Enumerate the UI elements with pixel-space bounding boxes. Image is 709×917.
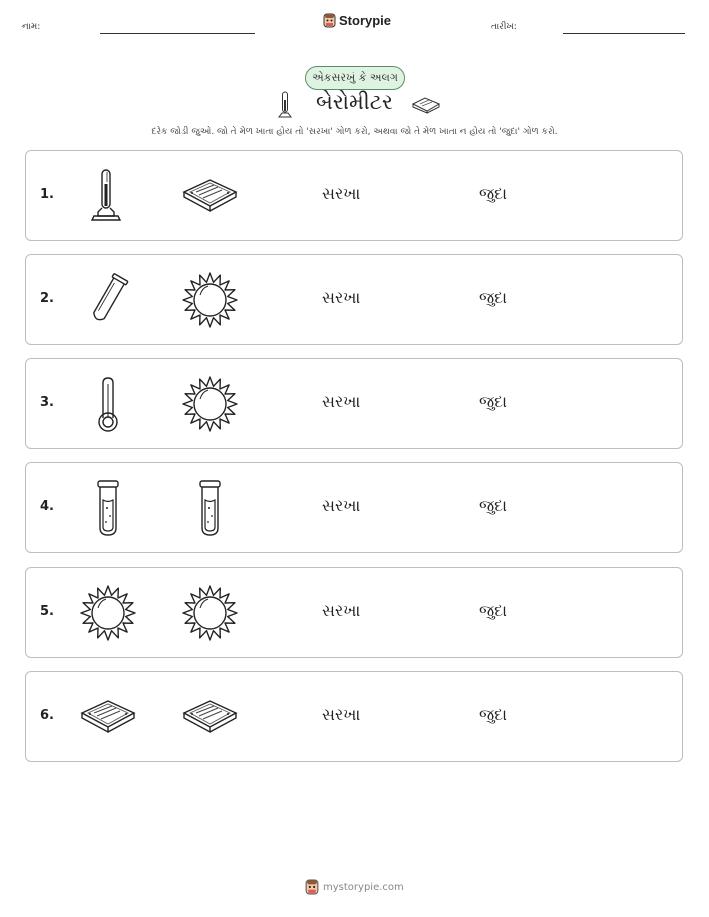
sun-icon (180, 583, 240, 643)
left-picture (78, 583, 138, 643)
footer-website: mystorypie.com (323, 881, 404, 893)
thermometer-icon (78, 374, 138, 434)
question-row-2 (25, 254, 683, 345)
brand-name: Storypie (339, 13, 392, 28)
same-option[interactable]: સરખા (322, 184, 361, 203)
different-option[interactable]: જુદા (479, 288, 508, 307)
thermometer-stand-icon (276, 90, 294, 120)
question-row-4 (25, 462, 683, 553)
question-number: 2. (40, 291, 54, 306)
name-label: નામ: (22, 22, 41, 32)
storypie-mascot-icon (305, 879, 319, 895)
question-row-5 (25, 567, 683, 658)
same-option[interactable]: સરખા (322, 601, 361, 620)
different-option[interactable]: જુદા (479, 705, 508, 724)
liquid-tube-icon (180, 478, 240, 538)
category-tag: એકસરખું કે અલગ (305, 66, 405, 90)
barometer-plate-icon (180, 166, 240, 226)
question-number: 4. (40, 499, 54, 514)
same-option[interactable]: સરખા (322, 288, 361, 307)
date-label: તારીખ: (491, 22, 517, 32)
barometer-plate-icon (180, 687, 240, 747)
liquid-tube-icon (78, 478, 138, 538)
question-number: 1. (40, 187, 54, 202)
brand-logo (323, 13, 391, 28)
name-line[interactable] (100, 33, 255, 34)
different-option[interactable]: જુદા (479, 496, 508, 515)
question-number: 3. (40, 395, 54, 410)
question-number: 6. (40, 708, 54, 723)
same-option[interactable]: સરખા (322, 496, 361, 515)
right-picture (180, 478, 240, 538)
question-row-1 (25, 150, 683, 241)
storypie-mascot-icon (323, 13, 336, 28)
test-tube-icon (78, 270, 138, 330)
sun-icon (78, 583, 138, 643)
question-number: 5. (40, 604, 54, 619)
title-row (0, 90, 709, 120)
right-picture (180, 687, 240, 747)
barometer-plate-icon (411, 96, 441, 114)
left-picture (78, 270, 138, 330)
thermometer-stand-icon (78, 166, 138, 226)
question-row-6 (25, 671, 683, 762)
different-option[interactable]: જુદા (479, 601, 508, 620)
same-option[interactable]: સરખા (322, 392, 361, 411)
same-option[interactable]: સરખા (322, 705, 361, 724)
date-line[interactable] (563, 33, 685, 34)
left-picture (78, 374, 138, 434)
sun-icon (180, 270, 240, 330)
left-picture (78, 687, 138, 747)
different-option[interactable]: જુદા (479, 184, 508, 203)
sun-icon (180, 374, 240, 434)
right-picture (180, 166, 240, 226)
right-picture (180, 374, 240, 434)
instructions: દરેક જોડી જુઓ. જો તે મેળ ખાતા હોય તો 'સરખા' ગોળ કરો, અથવા જો તે મેળ ખાતા ન હોય તો 'જુદા' ગોળ કરો. (151, 127, 558, 137)
right-picture (180, 270, 240, 330)
page-title: બેરોમીટર (316, 90, 393, 114)
question-row-3 (25, 358, 683, 449)
left-picture (78, 166, 138, 226)
footer (305, 879, 404, 895)
different-option[interactable]: જુદા (479, 392, 508, 411)
right-picture (180, 583, 240, 643)
left-picture (78, 478, 138, 538)
barometer-plate-icon (78, 687, 138, 747)
